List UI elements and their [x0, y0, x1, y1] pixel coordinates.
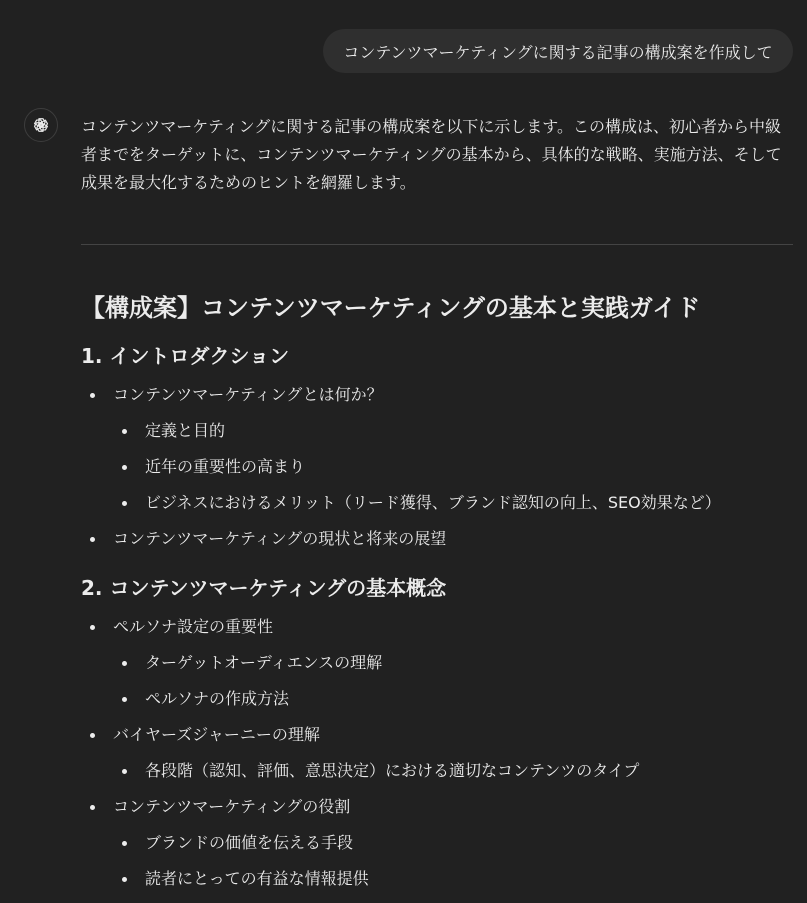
- bullet-icon: [122, 877, 127, 882]
- sub-list-item: [145, 491, 721, 515]
- intro-line: 成果を最大化するためのヒントを網羅します。: [81, 173, 416, 192]
- list-item-text: ペルソナ設定の重要性: [113, 617, 274, 636]
- list-item: [113, 615, 273, 639]
- bullet-icon: [90, 805, 95, 810]
- list-item-text: コンテンツマーケティングの現状と将来の展望: [113, 529, 447, 548]
- sub-list-item: [145, 759, 639, 783]
- bullet-icon: [122, 769, 127, 774]
- list-item-text: コンテンツマーケティングの役割: [113, 797, 351, 816]
- openai-logo-icon: [31, 115, 51, 135]
- list-item: [113, 527, 446, 551]
- list-item-text: ターゲットオーディエンスの理解: [145, 653, 383, 672]
- list-item-text: コンテンツマーケティングとは何か？: [113, 385, 383, 404]
- list-item-text: 読者にとっての有益な情報提供: [145, 869, 369, 888]
- sub-list-item: [145, 687, 289, 711]
- bullet-icon: [122, 661, 127, 666]
- document-title: 【構成案】コンテンツマーケティングの基本と実践ガイド: [81, 294, 701, 322]
- sub-list-item: [145, 455, 305, 479]
- sub-list-item: [145, 419, 225, 443]
- list-item-text: ペルソナの作成方法: [145, 689, 290, 708]
- bullet-icon: [122, 429, 127, 434]
- bullet-icon: [90, 625, 95, 630]
- sub-list-item: [145, 831, 353, 855]
- list-item: [113, 723, 320, 747]
- bullet-icon: [122, 841, 127, 846]
- bullet-icon: [122, 465, 127, 470]
- bullet-icon: [122, 501, 127, 506]
- intro-line: 者までをターゲットに、コンテンツマーケティングの基本から、具体的な戦略、実施方法、そして: [81, 145, 782, 164]
- list-item-text: 定義と目的: [145, 421, 226, 440]
- section-heading: 1. イントロダクション: [81, 344, 290, 368]
- bullet-icon: [90, 733, 95, 738]
- list-item: [113, 795, 350, 819]
- list-item: [113, 383, 383, 407]
- sub-list-item: [145, 651, 382, 675]
- list-item-text: 各段階（認知、評価、意思決定）における適切なコンテンツのタイプ: [145, 761, 640, 780]
- user-message-text: コンテンツマーケティングに関する記事の構成案を作成して: [343, 42, 773, 62]
- user-message-bubble: [323, 29, 793, 73]
- divider: [81, 244, 793, 245]
- intro-line: コンテンツマーケティングに関する記事の構成案を以下に示します。この構成は、初心者から中級: [81, 117, 782, 136]
- section-heading: 2. コンテンツマーケティングの基本概念: [81, 576, 447, 600]
- bullet-icon: [90, 537, 95, 542]
- bullet-icon: [90, 393, 95, 398]
- bullet-icon: [122, 697, 127, 702]
- assistant-intro-paragraph: [81, 113, 793, 197]
- list-item-text: ビジネスにおけるメリット（リード獲得、ブランド認知の向上、SEO効果など）: [145, 493, 721, 512]
- list-item-text: 近年の重要性の高まり: [145, 457, 306, 476]
- sub-list-item: [145, 867, 369, 891]
- list-item-text: ブランドの価値を伝える手段: [145, 833, 354, 852]
- assistant-avatar: [24, 108, 58, 142]
- list-item-text: バイヤーズジャーニーの理解: [113, 725, 320, 744]
